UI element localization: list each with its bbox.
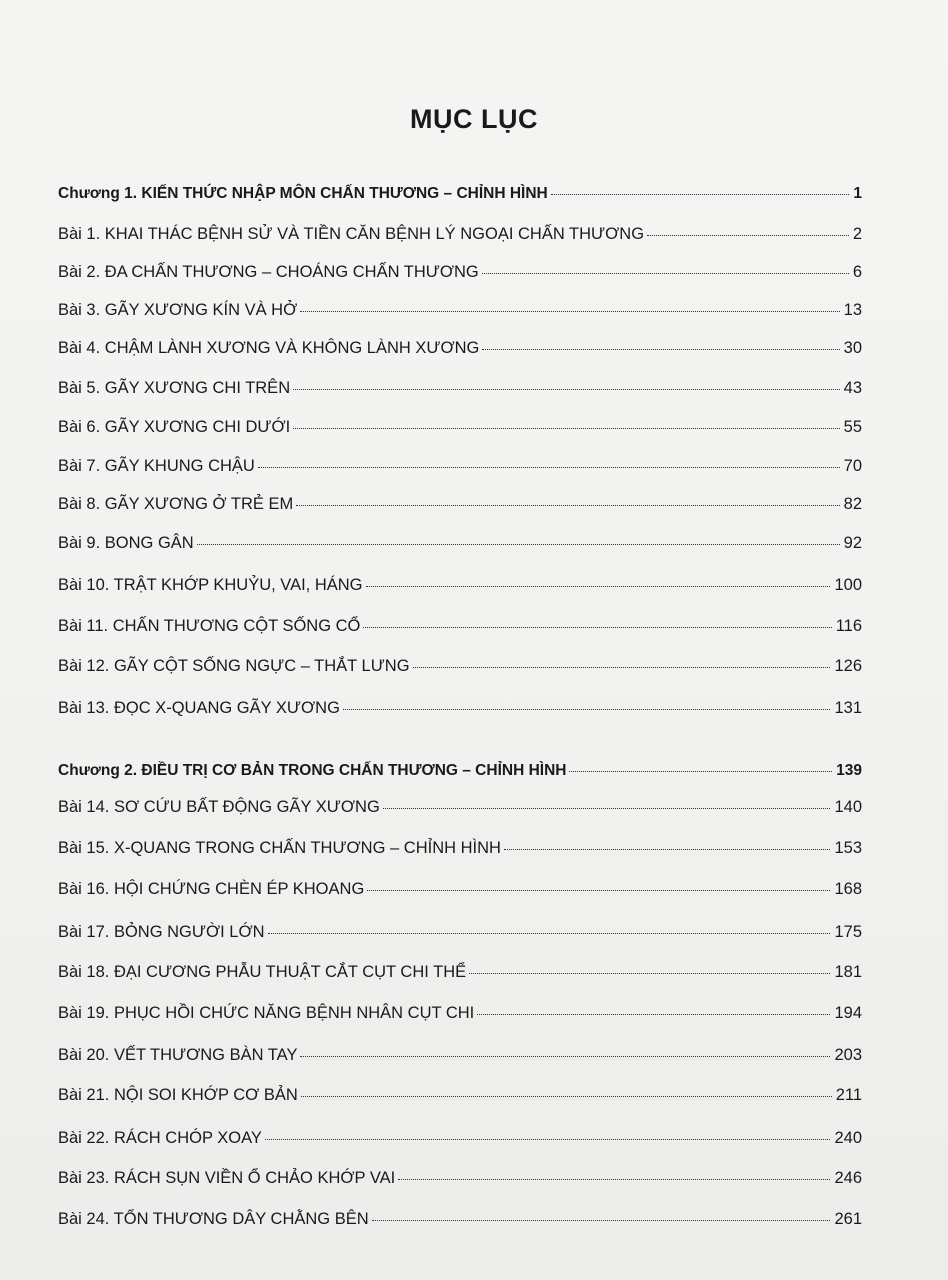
dot-leader [383,808,831,809]
toc-page-number: 6 [852,263,862,281]
toc-page-number: 140 [834,798,862,816]
dot-leader [504,849,831,850]
dot-leader [363,627,831,628]
toc-entry-title: Bài 5. GÃY XƯƠNG CHI TRÊN [58,379,291,397]
toc-page-number: 261 [834,1210,862,1228]
toc-lesson-row [58,456,862,476]
dot-leader [482,273,849,274]
toc-entry-title: Bài 20. VẾT THƯƠNG BÀN TAY [58,1046,298,1064]
toc-entry-title: Bài 13. ĐỌC X-QUANG GÃY XƯƠNG [58,699,340,717]
toc-entry-title: Chương 2. ĐIỀU TRỊ CƠ BẢN TRONG CHẤN THƯƠNG – CHỈNH HÌNH [58,762,567,779]
toc-lesson-row [58,698,862,718]
toc-chapter-row [58,184,862,204]
toc-page-number: 116 [835,617,862,635]
dot-leader [398,1179,830,1180]
toc-page-number: 92 [843,534,862,552]
dot-leader [300,311,839,312]
toc-lesson-row [58,533,862,553]
toc-page-number: 175 [834,923,862,941]
toc-page-number: 131 [834,699,862,717]
toc-entry-title: Bài 15. X-QUANG TRONG CHẤN THƯƠNG – CHỈNH HÌNH [58,839,501,857]
toc-lesson-row [58,879,862,899]
toc-page-number: 1 [853,185,862,202]
toc-entry-title: Bài 23. RÁCH SỤN VIỀN Ổ CHẢO KHỚP VAI [58,1169,396,1187]
toc-page-number: 194 [834,1004,862,1022]
toc-lesson-row [58,1128,862,1148]
toc-entry-title: Bài 18. ĐẠI CƯƠNG PHẪU THUẬT CẮT CỤT CHI THỂ [58,963,467,981]
toc-lesson-row [58,417,862,437]
toc-page-number: 203 [834,1046,862,1064]
toc-entry-title: Bài 11. CHẤN THƯƠNG CỘT SỐNG CỔ [58,617,361,635]
dot-leader [482,349,839,350]
toc-lesson-row [58,262,862,282]
toc-entry-title: Bài 6. GÃY XƯƠNG CHI DƯỚI [58,418,291,436]
dot-leader [343,709,831,710]
dot-leader [477,1014,830,1015]
toc-entry-title: Bài 4. CHẬM LÀNH XƯƠNG VÀ KHÔNG LÀNH XƯƠNG [58,339,480,357]
toc-lesson-row [58,338,862,358]
dot-leader [197,544,840,545]
toc-entry-title: Bài 14. SƠ CỨU BẤT ĐỘNG GÃY XƯƠNG [58,798,380,816]
dot-leader [551,194,850,195]
toc-lesson-row [58,378,862,398]
dot-leader [367,890,830,891]
toc-lesson-row [58,797,862,817]
dot-leader [301,1096,832,1097]
toc-entry-title: Bài 21. NỘI SOI KHỚP CƠ BẢN [58,1086,298,1104]
toc-lesson-row [58,300,862,320]
dot-leader [647,235,849,236]
toc-page-number: 246 [834,1169,862,1187]
toc-page-number: 211 [835,1086,862,1104]
dot-leader [300,1056,830,1057]
dot-leader [372,1220,831,1221]
toc-entry-title: Bài 22. RÁCH CHÓP XOAY [58,1129,262,1147]
toc-lesson-row [58,575,862,595]
toc-entry-title: Bài 9. BONG GÂN [58,534,194,552]
dot-leader [569,771,832,772]
toc-page-number: 82 [843,495,862,513]
toc-page-number: 100 [834,576,862,594]
dot-leader [413,667,831,668]
toc-lesson-row [58,616,862,636]
dot-leader [469,973,830,974]
dot-leader [293,428,839,429]
toc-lesson-row [58,1209,862,1229]
toc-lesson-row [58,1168,862,1188]
toc-page-number: 55 [843,418,862,436]
toc-lesson-row [58,1085,862,1105]
toc-page-number: 43 [843,379,862,397]
toc-page-number: 70 [843,457,862,475]
dot-leader [258,467,840,468]
toc-lesson-row [58,1003,862,1023]
toc-page-number: 240 [834,1129,862,1147]
toc-page-number: 168 [834,880,862,898]
toc-entry-title: Bài 8. GÃY XƯƠNG Ở TRẺ EM [58,495,294,513]
toc-page-number: 2 [852,225,862,243]
toc-page-number: 139 [836,762,862,779]
toc-entry-title: Bài 10. TRẬT KHỚP KHUỶU, VAI, HÁNG [58,576,363,594]
toc-lesson-row [58,1045,862,1065]
toc-lesson-row [58,656,862,676]
dot-leader [366,586,831,587]
dot-leader [296,505,839,506]
page-title: MỤC LỤC [410,104,538,134]
toc-page-number: 126 [834,657,862,675]
dot-leader [293,389,840,390]
toc-entry-title: Bài 3. GÃY XƯƠNG KÍN VÀ HỞ [58,301,298,319]
toc-entry-title: Bài 19. PHỤC HỒI CHỨC NĂNG BỆNH NHÂN CỤT CHI [58,1004,475,1022]
toc-entry-title: Bài 17. BỎNG NGƯỜI LỚN [58,923,265,941]
toc-page-number: 30 [843,339,862,357]
toc-lesson-row [58,922,862,942]
toc-entry-title: Bài 24. TỔN THƯƠNG DÂY CHẰNG BÊN [58,1210,369,1228]
toc-lesson-row [58,838,862,858]
toc-entry-title: Bài 12. GÃY CỘT SỐNG NGỰC – THẮT LƯNG [58,657,410,675]
toc-chapter-row [58,761,862,781]
toc-lesson-row [58,494,862,514]
dot-leader [268,933,831,934]
toc-lesson-row [58,962,862,982]
dot-leader [265,1139,831,1140]
toc-entry-title: Bài 16. HỘI CHỨNG CHÈN ÉP KHOANG [58,880,365,898]
toc-page-number: 181 [834,963,862,981]
toc-entry-title: Chương 1. KIẾN THỨC NHẬP MÔN CHẤN THƯƠNG – CHỈNH HÌNH [58,185,548,202]
toc-page-number: 153 [834,839,862,857]
toc-lesson-row [58,224,862,244]
toc-entry-title: Bài 2. ĐA CHẤN THƯƠNG – CHOÁNG CHẤN THƯƠNG [58,263,479,281]
toc-page-number: 13 [843,301,862,319]
toc-entry-title: Bài 1. KHAI THÁC BỆNH SỬ VÀ TIỀN CĂN BỆNH LÝ NGOẠI CHẤN THƯƠNG [58,225,645,243]
toc-entry-title: Bài 7. GÃY KHUNG CHẬU [58,457,255,475]
